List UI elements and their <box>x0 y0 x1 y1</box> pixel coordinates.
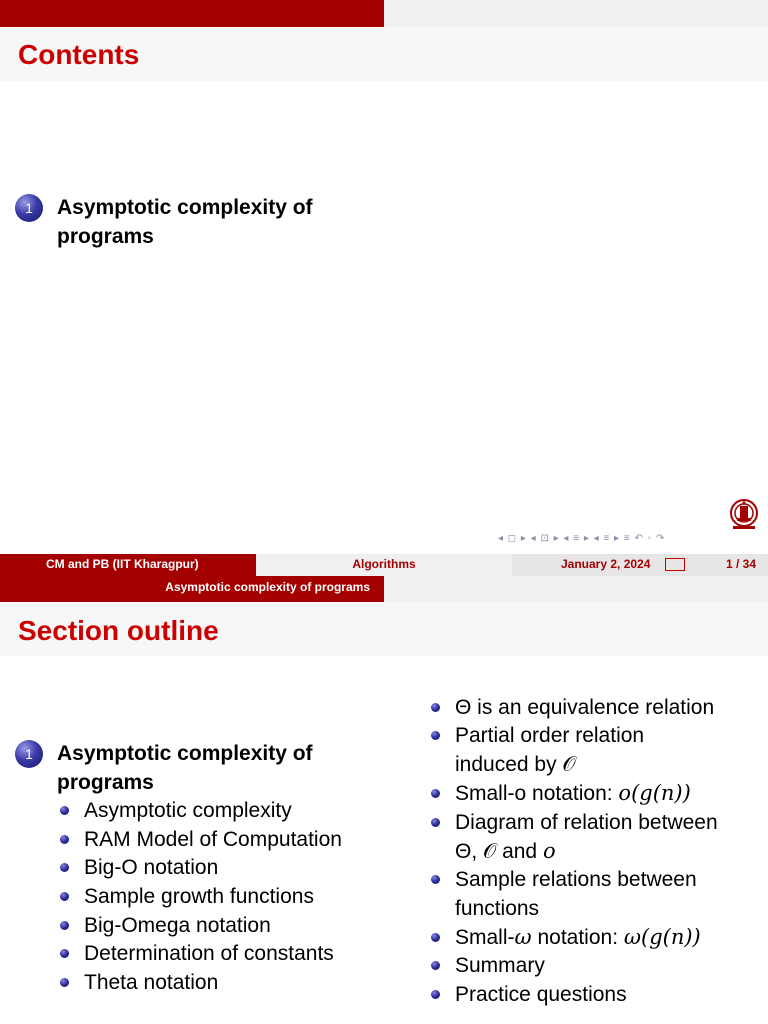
header-bar-left <box>0 0 384 27</box>
math-expression: o <box>542 839 556 863</box>
subsection-item[interactable]: Practice questions <box>455 983 627 1006</box>
bullet-icon <box>60 978 69 987</box>
subsection-item[interactable] <box>455 779 691 808</box>
footer-right <box>512 554 768 576</box>
bullet-icon <box>431 818 440 827</box>
subsection-item[interactable]: Θ is an equivalence relation <box>455 696 715 719</box>
bullet-icon <box>431 990 440 999</box>
math-symbol: ω <box>514 925 532 949</box>
subsection-item[interactable]: RAM Model of Computation <box>84 828 342 851</box>
frame-title: Contents <box>18 39 140 70</box>
subsection-item[interactable]: Partial order relation <box>455 724 645 747</box>
beamer-navigation-icons[interactable]: ◂ ◻ ▸ ◂ ⊡ ▸ ◂ ≡ ▸ ◂ ≡ ▸ ≡ ↶ ◦ ↷ <box>498 533 666 544</box>
subsection-item-continuation[interactable]: induced by 𝒪 <box>455 753 576 776</box>
bullet-icon <box>431 875 440 884</box>
footer-authors: CM and PB (IIT Kharagpur) <box>0 554 256 576</box>
subsection-item[interactable]: Sample growth functions <box>84 885 314 908</box>
bullet-icon <box>60 806 69 815</box>
math-expression: ω(g(n)) <box>623 925 701 949</box>
item-text: notation: <box>531 926 624 949</box>
item-text: Θ, 𝒪 and <box>455 840 543 863</box>
footer <box>0 554 768 576</box>
bullet-icon <box>431 703 440 712</box>
bullet-icon <box>60 863 69 872</box>
footer-title: Algorithms <box>256 554 512 576</box>
subsection-item[interactable]: Summary <box>455 954 545 977</box>
header-section-name[interactable]: Asymptotic complexity of programs <box>165 580 370 594</box>
footer-box-icon <box>665 558 685 571</box>
iit-kharagpur-logo-icon <box>729 498 759 532</box>
bullet-icon <box>431 961 440 970</box>
subsection-item[interactable]: Determination of constants <box>84 942 334 965</box>
footer-date: January 2, 2024 <box>561 557 651 571</box>
header-bar-right <box>384 576 768 602</box>
section-heading[interactable]: Asymptotic complexity of programs <box>57 742 313 794</box>
math-expression: o(g(n)) <box>618 781 691 805</box>
bullet-icon <box>431 789 440 798</box>
subsection-item[interactable]: Sample relations between <box>455 868 697 891</box>
slide-section-outline <box>0 576 768 1024</box>
subsection-item[interactable]: Asymptotic complexity <box>84 799 292 822</box>
item-text: Small-o notation: <box>455 782 619 805</box>
toc-item-asymptotic[interactable]: Asymptotic complexity of programs <box>57 196 313 248</box>
header-bar-right <box>384 0 768 27</box>
bullet-icon <box>60 921 69 930</box>
subsection-item[interactable] <box>455 923 701 952</box>
bullet-icon <box>60 949 69 958</box>
toc-number-ball: 1 <box>15 194 43 222</box>
subsection-item-continuation[interactable] <box>455 837 556 866</box>
bullet-icon <box>60 892 69 901</box>
footer-page-number: 1 / 34 <box>726 557 757 571</box>
item-text: Small- <box>455 926 515 949</box>
subsection-item[interactable]: Theta notation <box>84 971 219 994</box>
bullet-icon <box>431 731 440 740</box>
subsection-item[interactable]: Diagram of relation between <box>455 811 718 834</box>
subsection-item[interactable]: Big-Omega notation <box>84 914 271 937</box>
bullet-icon <box>60 835 69 844</box>
subsection-item-continuation[interactable]: functions <box>455 897 540 920</box>
frame-title: Section outline <box>18 615 219 646</box>
bullet-icon <box>431 933 440 942</box>
section-number-ball: 1 <box>15 740 43 768</box>
subsection-item[interactable]: Big-O notation <box>84 856 219 879</box>
